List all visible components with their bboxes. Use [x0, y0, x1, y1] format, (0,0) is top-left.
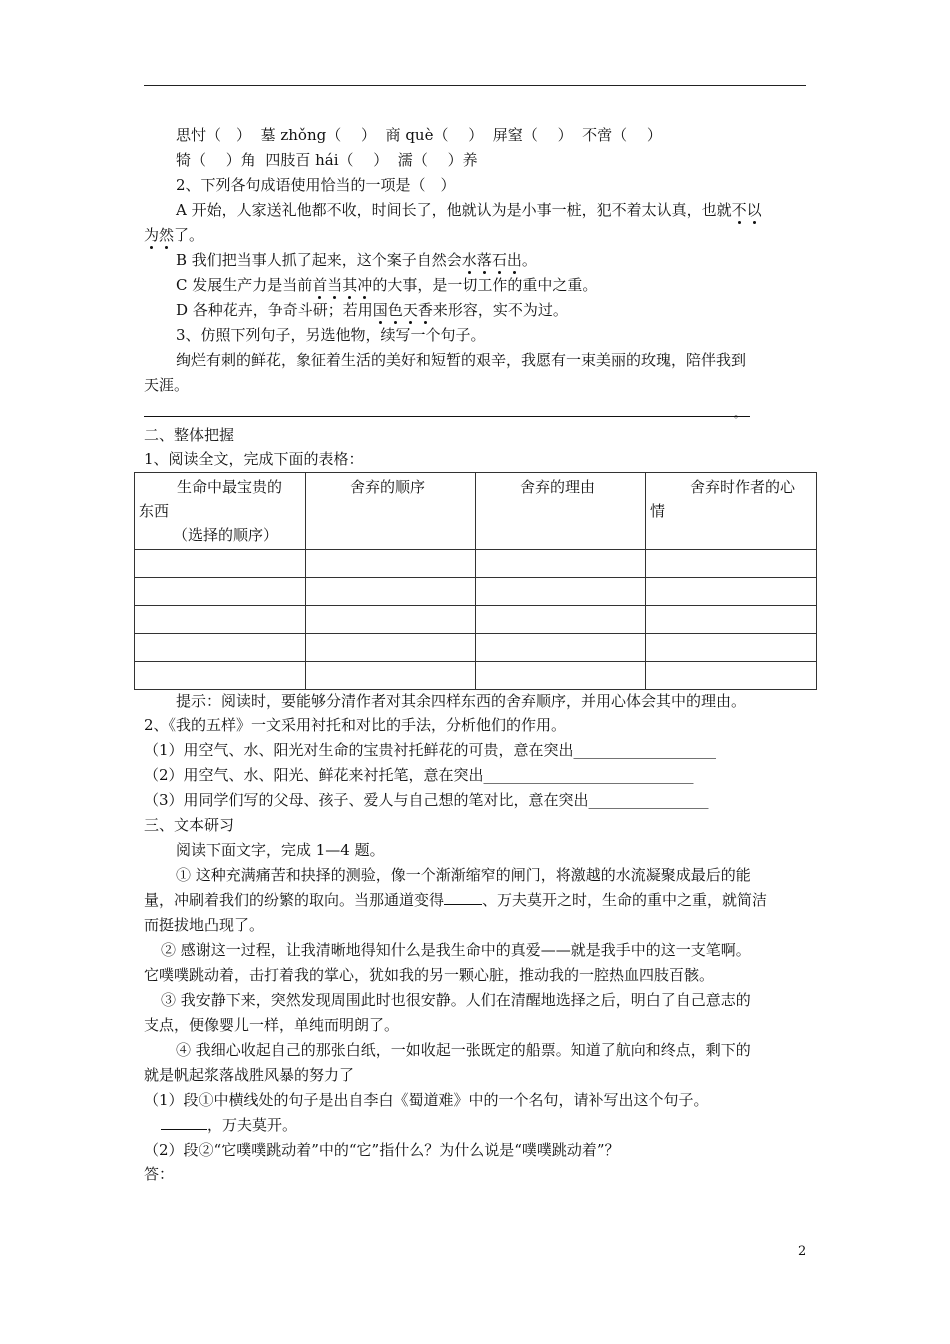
table-cell[interactable] [476, 662, 646, 690]
table-cell[interactable] [306, 634, 476, 662]
header-text: （选择的顺序） [173, 526, 279, 544]
table-cell[interactable] [476, 550, 646, 578]
option-c [144, 274, 840, 296]
example-line-1: 绚烂有刺的鲜花，象征着生活的美好和短暂的艰辛，我愿有一束美丽的玫瑰，陪伴我到 [176, 351, 747, 369]
vocab-blank: （ ） [612, 126, 662, 144]
dotted-char: 以 [746, 201, 762, 219]
paragraph-2-line-1: ② 感谢这一过程，让我清晰地得知什么是我生命中的真爱——就是我手中的这一支笔啊。 [161, 941, 751, 959]
dotted-char: 当 [327, 276, 343, 294]
header-rule [144, 85, 806, 86]
header-text: 舍弃的顺序 [350, 478, 426, 496]
option-b-end: 。 [521, 251, 537, 269]
vocab-blank: （ ） [206, 126, 252, 144]
table-cell[interactable] [306, 578, 476, 606]
table-row [135, 634, 817, 662]
table-cell[interactable] [306, 606, 476, 634]
table-cell[interactable] [135, 606, 306, 634]
header-text: 生命中最宝贵的 [177, 478, 283, 496]
table-row [135, 578, 817, 606]
option-d-text: D 各种花卉，争奇斗研；若用 [176, 301, 373, 319]
dotted-char: 首 [312, 276, 328, 294]
table-header-cell [135, 473, 306, 550]
table-hint: 提示：阅读时，要能够分清作者对其余四样东西的舍弃顺序，并用心体会其中的理由。 [176, 692, 747, 710]
dotted-char: 然 [159, 226, 175, 244]
table-row [135, 606, 817, 634]
table-cell[interactable] [646, 550, 817, 578]
option-a-end: 了。 [174, 226, 205, 244]
fill-blank[interactable] [444, 890, 482, 905]
vocab-blank: （ ）养 [412, 151, 478, 169]
dotted-char: 水 [461, 251, 477, 269]
dotted-char: 香 [417, 301, 433, 319]
answer-end-mark: 。 [734, 407, 745, 420]
header-text: 舍弃的理由 [520, 478, 596, 496]
option-c-end: 的大事，是一切工作的重中之重。 [372, 276, 598, 294]
dotted-char: 其 [342, 276, 358, 294]
option-c-text: C 发展生产力是当前 [176, 276, 313, 294]
option-a-line-1 [144, 199, 840, 221]
vocab-blank: （ ） [522, 126, 573, 144]
table-header-row [135, 473, 817, 550]
option-a-line-2 [144, 224, 808, 246]
vocab-word: 屏窒 [492, 126, 523, 144]
dotted-char: 为 [144, 226, 160, 244]
vocab-blank: （ ） [338, 151, 389, 169]
table-cell[interactable] [306, 662, 476, 690]
option-b-text: B 我们把当事人抓了起来，这个案子自然会 [176, 251, 462, 269]
fill-blank[interactable] [161, 1115, 207, 1130]
reading-question-1-answer [144, 1114, 825, 1136]
paragraph-4-line-2: 就是帆起浆落战胜风暴的努力了 [144, 1066, 355, 1084]
reading-intro: 阅读下面文字，完成 1—4 题。 [176, 841, 385, 859]
dotted-char: 不 [731, 201, 747, 219]
table-cell[interactable] [646, 634, 817, 662]
vocab-blank: （ ） [326, 126, 376, 144]
answer-blank-line[interactable] [144, 416, 750, 417]
answer-tail: ，万夫莫开。 [207, 1116, 298, 1134]
header-text: 东西 [139, 502, 170, 520]
table-row [135, 662, 817, 690]
vocab-line-1 [144, 124, 840, 146]
dotted-char: 国 [372, 301, 388, 319]
table-cell[interactable] [646, 578, 817, 606]
paragraph-4-line-1: ④ 我细心收起自己的那张白纸，一如收起一张既定的船票。知道了航向和终点，剩下的 [176, 1041, 751, 1059]
table-header-cell [476, 473, 646, 550]
vocab-blank: （ ） [433, 126, 484, 144]
paragraph-3-line-2: 支点，便像婴儿一样，单纯而明朗了。 [144, 1016, 400, 1034]
sub-question-2: （2）用空气、水、阳光、鲜花来衬托笔，意在突出____________________________ [144, 766, 694, 784]
vocab-word: 濡 [397, 151, 413, 169]
sub-question-3: （3）用同学们写的父母、孩子、爱人与自己想的笔对比，意在突出________________ [144, 791, 709, 809]
table-cell[interactable] [476, 606, 646, 634]
option-a-text: A 开始，人家送礼他都不收，时间长了，他就认为是小事一桩，犯不着太认真，也就 [176, 201, 732, 219]
table-cell[interactable] [646, 606, 817, 634]
dotted-char: 色 [387, 301, 403, 319]
table-cell[interactable] [476, 578, 646, 606]
table-row [135, 550, 817, 578]
table-cell[interactable] [135, 550, 306, 578]
vocab-word: 思忖 [176, 126, 207, 144]
choice-table [134, 472, 817, 690]
table-cell[interactable] [476, 634, 646, 662]
dotted-char: 冲 [357, 276, 373, 294]
paragraph-1-line-1: ① 这种充满痛苦和抉择的测验，像一个渐渐缩窄的闸门，将激越的水流凝聚成最后的能 [176, 866, 751, 884]
option-d-end: 来形容，实不为过。 [432, 301, 568, 319]
dotted-char: 出 [506, 251, 522, 269]
table-cell[interactable] [646, 662, 817, 690]
table-cell[interactable] [306, 550, 476, 578]
dotted-char: 石 [491, 251, 507, 269]
reading-question-2: （2）段②“它噗噗跳动着”中的“它”指什么？为什么说是“噗噗跳动着”？ [144, 1141, 620, 1159]
paragraph-1-text: 、万夫莫开之时，生命的重中之重，就简洁 [482, 891, 768, 909]
reading-question-1: （1）段①中横线处的句子是出自李白《蜀道难》中的一个名句，请补写出这个句子。 [144, 1091, 709, 1109]
paragraph-1-line-2 [144, 889, 808, 911]
example-line-2: 天涯。 [144, 376, 190, 394]
section-3-title: 三、文本研习 [144, 816, 235, 834]
vocab-blank: （ ）角 [191, 151, 256, 169]
dotted-char: 天 [402, 301, 418, 319]
option-b [144, 249, 840, 271]
vocab-word: 四肢百 hái [265, 151, 339, 169]
table-cell[interactable] [135, 578, 306, 606]
dotted-char: 落 [476, 251, 492, 269]
section-2-title: 二、整体把握 [144, 426, 235, 444]
paragraph-1-text: 量，冲刷着我们的纷繁的取向。当那通道变得 [144, 891, 445, 909]
table-header-cell [306, 473, 476, 550]
vocab-word: 不啻 [582, 126, 613, 144]
table-cell[interactable] [135, 662, 306, 690]
question-2-stem: 2、下列各句成语使用恰当的一项是（ ） [176, 176, 456, 194]
section-2-task-1: 1、阅读全文，完成下面的表格： [144, 450, 364, 468]
vocab-word: 墓 zhǒng [260, 126, 327, 144]
header-text: 情 [650, 502, 666, 520]
question-3-stem: 3、仿照下列句子，另选他物，续写一个句子。 [176, 326, 486, 344]
option-d [144, 299, 840, 321]
answer-label: 答： [144, 1165, 175, 1183]
vocab-line-2 [144, 149, 840, 171]
sub-question-1: （1）用空气、水、阳光对生命的宝贵衬托鲜花的可贵，意在突出___________________ [144, 741, 717, 759]
table-header-cell [646, 473, 817, 550]
paragraph-1-line-3: 而挺拔地凸现了。 [144, 916, 265, 934]
vocab-word: 商 què [385, 126, 434, 144]
page-number: 2 [798, 1244, 807, 1259]
section-2-task-2: 2、《我的五样》一文采用衬托和对比的手法，分析他们的作用。 [144, 716, 567, 734]
vocab-word: 犄 [176, 151, 192, 169]
paragraph-2-line-2: 它噗噗跳动着，击打着我的掌心，犹如我的另一颗心脏，推动我的一腔热血四肢百骸。 [144, 966, 715, 984]
table-cell[interactable] [135, 634, 306, 662]
paragraph-3-line-1: ③ 我安静下来，突然发现周围此时也很安静。人们在清醒地选择之后，明白了自己意志的 [161, 991, 751, 1009]
header-text: 舍弃时作者的心 [690, 478, 796, 496]
